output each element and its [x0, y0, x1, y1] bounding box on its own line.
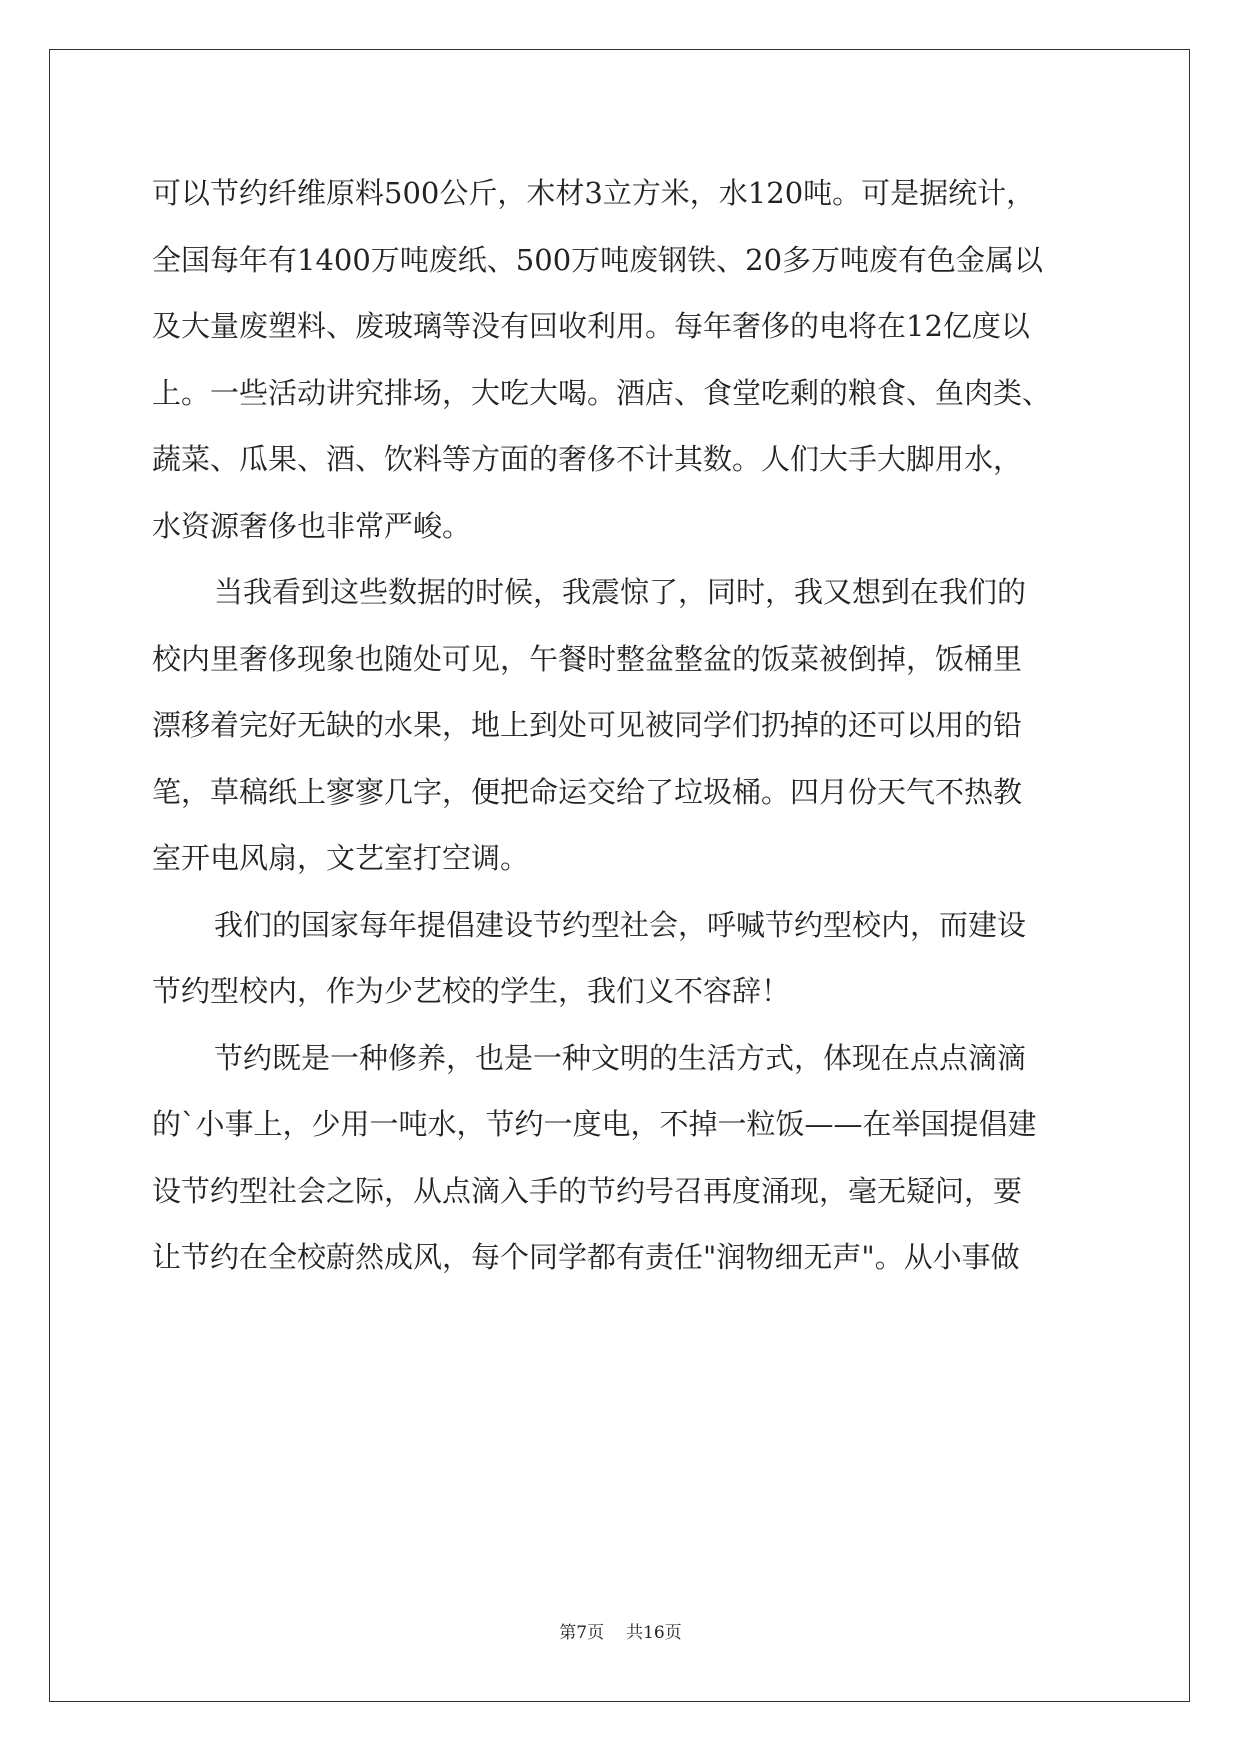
text-line: 设节约型社会之际，从点滴入手的节约号召再度涌现，毫无疑问，要	[152, 1173, 1023, 1208]
text-line: 室开电风扇，文艺室打空调。	[152, 841, 530, 875]
page-footer	[0, 1618, 1241, 1643]
text-line: 的`小事上，少用一吨水，节约一度电，不掉一粒饭——在举国提倡建	[152, 1107, 1037, 1141]
text-line: 校内里奢侈现象也随处可见，午餐时整盆整盆的饭菜被倒掉，饭桶里	[152, 641, 1023, 676]
text-line: 笔，草稿纸上寥寥几字，便把命运交给了垃圾桶。四月份天气不热教	[152, 774, 1023, 809]
text-line: 上。一些活动讲究排场，大吃大喝。酒店、食堂吃剩的粮食、鱼肉类、	[152, 375, 1052, 410]
paragraph-start-line: 我们的国家每年提倡建设节约型社会，呼喊节约型校内，而建设	[214, 907, 1027, 942]
page-total: 共16页	[626, 1623, 682, 1643]
text-line: 蔬菜、瓜果、酒、饮料等方面的奢侈不计其数。人们大手大脚用水，	[152, 442, 1023, 476]
text-line: 全国每年有1400万吨废纸、500万吨废钢铁、20多万吨废有色金属以	[152, 242, 1044, 277]
text-line: 及大量废塑料、废玻璃等没有回收利用。每年奢侈的电将在12亿度以	[152, 309, 1030, 343]
page-number: 第7页	[559, 1623, 605, 1643]
text-line: 可以节约纤维原料500公斤，木材3立方米，水120吨。可是据统计，	[152, 176, 1036, 210]
text-line: 让节约在全校蔚然成风，每个同学都有责任"润物细无声"。从小事做	[152, 1240, 1020, 1274]
document-body	[152, 160, 1082, 1291]
text-line: 水资源奢侈也非常严峻。	[152, 508, 472, 543]
text-line: 漂移着完好无缺的水果，地上到处可见被同学们扔掉的还可以用的铅	[152, 708, 1023, 742]
text-line: 节约型校内，作为少艺校的学生，我们义不容辞！	[152, 974, 791, 1008]
paragraph-start-line: 节约既是一种修养，也是一种文明的生活方式，体现在点点滴滴	[214, 1040, 1027, 1075]
paragraph-start-line: 当我看到这些数据的时候，我震惊了，同时，我又想到在我们的	[214, 575, 1027, 609]
